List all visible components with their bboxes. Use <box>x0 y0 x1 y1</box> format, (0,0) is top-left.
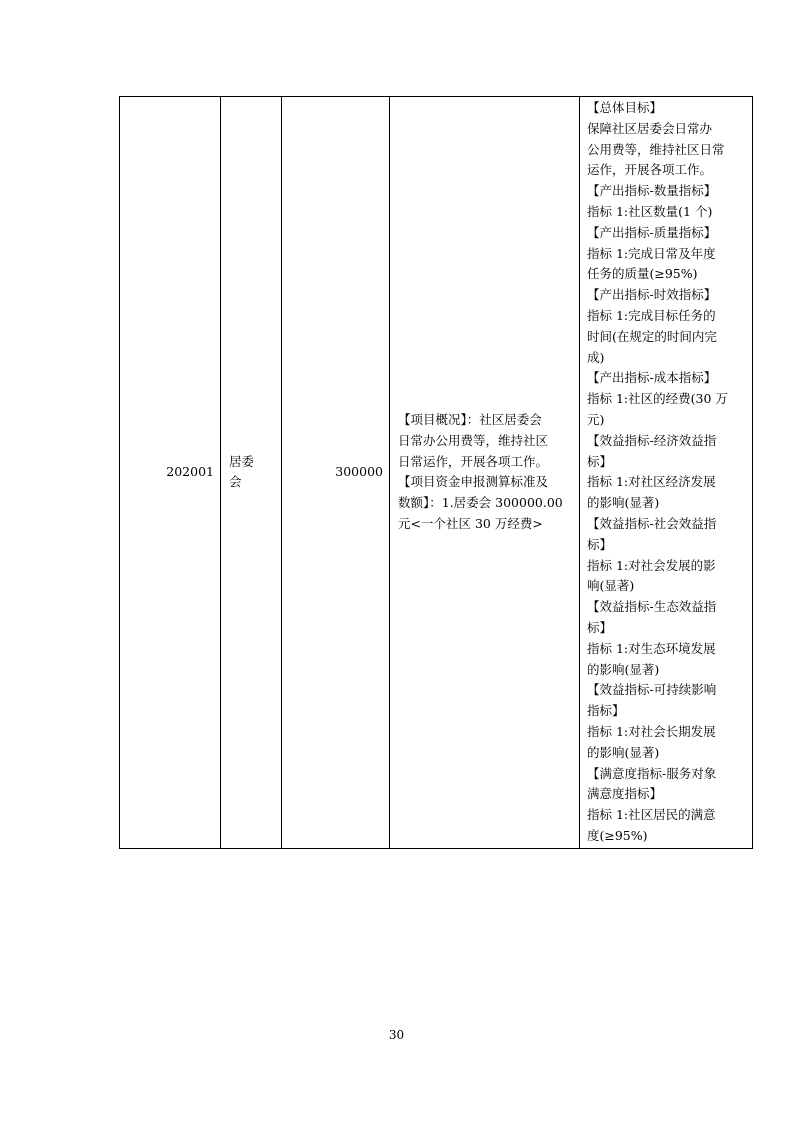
unit-cell <box>221 97 282 849</box>
target-line: 【效益指标-经济效益指 <box>587 432 717 448</box>
amount-value: 300000 <box>335 463 383 479</box>
budget-table <box>119 96 753 849</box>
target-line: 【效益指标-社会效益指 <box>587 515 717 531</box>
target-line: 标】 <box>587 619 613 635</box>
project-code-cell <box>120 97 221 849</box>
project-code: 202001 <box>166 463 214 479</box>
target-line: 指标 1:完成日常及年度 <box>587 245 716 261</box>
target-line: 标】 <box>587 536 613 552</box>
target-line: 的影响(显著) <box>587 495 660 511</box>
target-line: 【效益指标-生态效益指 <box>587 599 717 615</box>
target-line: 指标 1:对社区经济发展 <box>587 474 716 490</box>
target-line: 指标 1:对生态环境发展 <box>587 640 716 656</box>
performance-targets-cell <box>580 97 753 849</box>
target-line: 度(≥95%) <box>587 827 648 843</box>
target-line: 指标 1:社区数量(1 个) <box>587 203 713 219</box>
overview-line: 【项目资金申报测算标准及 <box>398 474 549 490</box>
overview-line: 【项目概况】：社区居委会 <box>398 411 542 427</box>
target-line: 保障社区居委会日常办 <box>587 120 713 136</box>
target-line: 【产出指标-数量指标】 <box>587 183 717 199</box>
target-line: 的影响(显著) <box>587 661 660 677</box>
target-line: 标】 <box>587 453 613 469</box>
page-number: 30 <box>388 1028 405 1042</box>
target-line: 指标 1:对社会长期发展 <box>587 723 716 739</box>
target-line: 指标 1:完成目标任务的 <box>587 307 716 323</box>
target-line: 公用费等，维持社区日常 <box>587 141 725 157</box>
target-line: 运作，开展各项工作。 <box>587 162 713 178</box>
target-line: 成) <box>587 349 605 365</box>
unit-line: 会 <box>229 474 242 490</box>
target-line: 【产出指标-成本指标】 <box>587 370 717 386</box>
target-line: 的影响(显著) <box>587 744 660 760</box>
target-line: 指标】 <box>587 703 625 719</box>
overview-line: 数额】：1.居委会 300000.00 <box>398 495 563 511</box>
target-line: 任务的质量(≥95%) <box>587 266 698 282</box>
overview-line: 日常运作，开展各项工作。 <box>398 453 549 469</box>
target-line: 时间(在规定的时间内完 <box>587 328 717 344</box>
overview-cell <box>390 97 580 849</box>
target-line: 【产出指标-质量指标】 <box>587 224 717 240</box>
target-line: 【产出指标-时效指标】 <box>587 287 717 303</box>
target-line: 【效益指标-可持续影响 <box>587 682 717 698</box>
target-line: 元) <box>587 411 605 427</box>
target-line: 响(显著) <box>587 578 635 594</box>
target-line: 指标 1:对社会发展的影 <box>587 557 716 573</box>
unit-line: 居委 <box>229 453 255 469</box>
target-line: 【总体目标】 <box>587 100 663 115</box>
table-row <box>120 97 753 849</box>
target-line: 指标 1:社区居民的满意 <box>587 807 716 823</box>
target-line: 指标 1:社区的经费(30 万 <box>587 391 728 407</box>
target-line: 满意度指标】 <box>587 786 663 802</box>
amount-cell <box>282 97 390 849</box>
overview-line: 日常办公用费等，维持社区 <box>398 432 549 448</box>
target-line: 【满意度指标-服务对象 <box>587 765 717 781</box>
overview-line: 元<一个社区 30 万经费> <box>398 515 543 531</box>
